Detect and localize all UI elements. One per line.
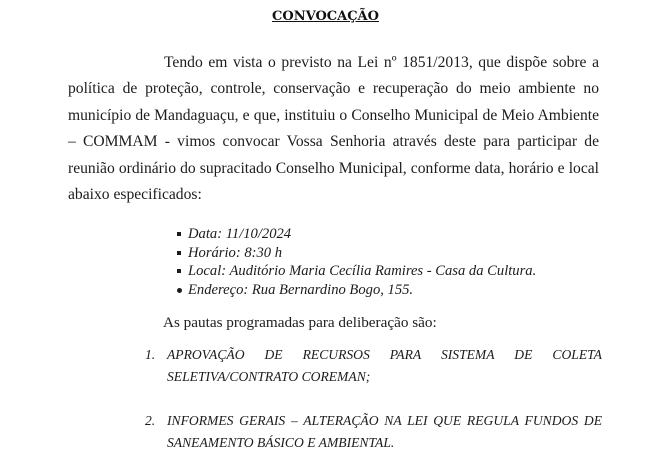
square-bullet-icon: [177, 232, 181, 236]
square-bullet-icon: [177, 269, 181, 273]
square-bullet-icon: [177, 251, 181, 255]
agenda-item-number: 2.: [145, 413, 156, 428]
agenda-item-text-line2: SANEAMENTO BÁSICO E AMBIENTAL.: [167, 435, 395, 450]
agenda-item-text-line2: SELETIVA/CONTRATO COREMAN;: [167, 369, 371, 384]
agenda-list: [145, 344, 602, 454]
detail-address: [176, 281, 536, 300]
agenda-item: [145, 344, 602, 388]
agenda-item-number: 1.: [145, 347, 156, 362]
detail-text: Horário: 8:30 h: [188, 244, 283, 261]
intro-paragraph: Tendo em vista o previsto na Lei nº 1851/2013, que dispõe sobre a política de proteção, controle, conservação e recuperação do meio ambiente no município de Mandaguaçu, e que, instituiu o Conselho Municipal de Meio Ambiente – COMMAM - vimos convocar Vossa Senhoria através deste para participar de reunião ordinário do supracitado Conselho Municipal, conforme data, horário e local abaixo especificados:: [68, 54, 599, 204]
agenda-intro: As pautas programadas para deliberação são:: [163, 314, 437, 331]
agenda-item: [145, 410, 602, 454]
detail-date: [176, 225, 536, 244]
detail-location: [176, 262, 536, 281]
round-bullet-icon: [177, 288, 182, 293]
agenda-item-text-line1: APROVAÇÃO DE RECURSOS PARA SISTEMA DE COLETA: [167, 347, 602, 362]
agenda-item-text-line1: INFORMES GERAIS – ALTERAÇÃO NA LEI QUE REGULA FUNDOS DE: [167, 413, 602, 428]
meeting-details-list: [176, 225, 536, 299]
detail-text: Endereço: Rua Bernardino Bogo, 155.: [188, 281, 414, 298]
detail-text: Local: Auditório Maria Cecília Ramires - Casa da Cultura.: [188, 263, 537, 279]
detail-text: Data: 11/10/2024: [188, 226, 292, 242]
document-title: CONVOCAÇÃO: [272, 9, 379, 24]
detail-time: [176, 244, 536, 263]
